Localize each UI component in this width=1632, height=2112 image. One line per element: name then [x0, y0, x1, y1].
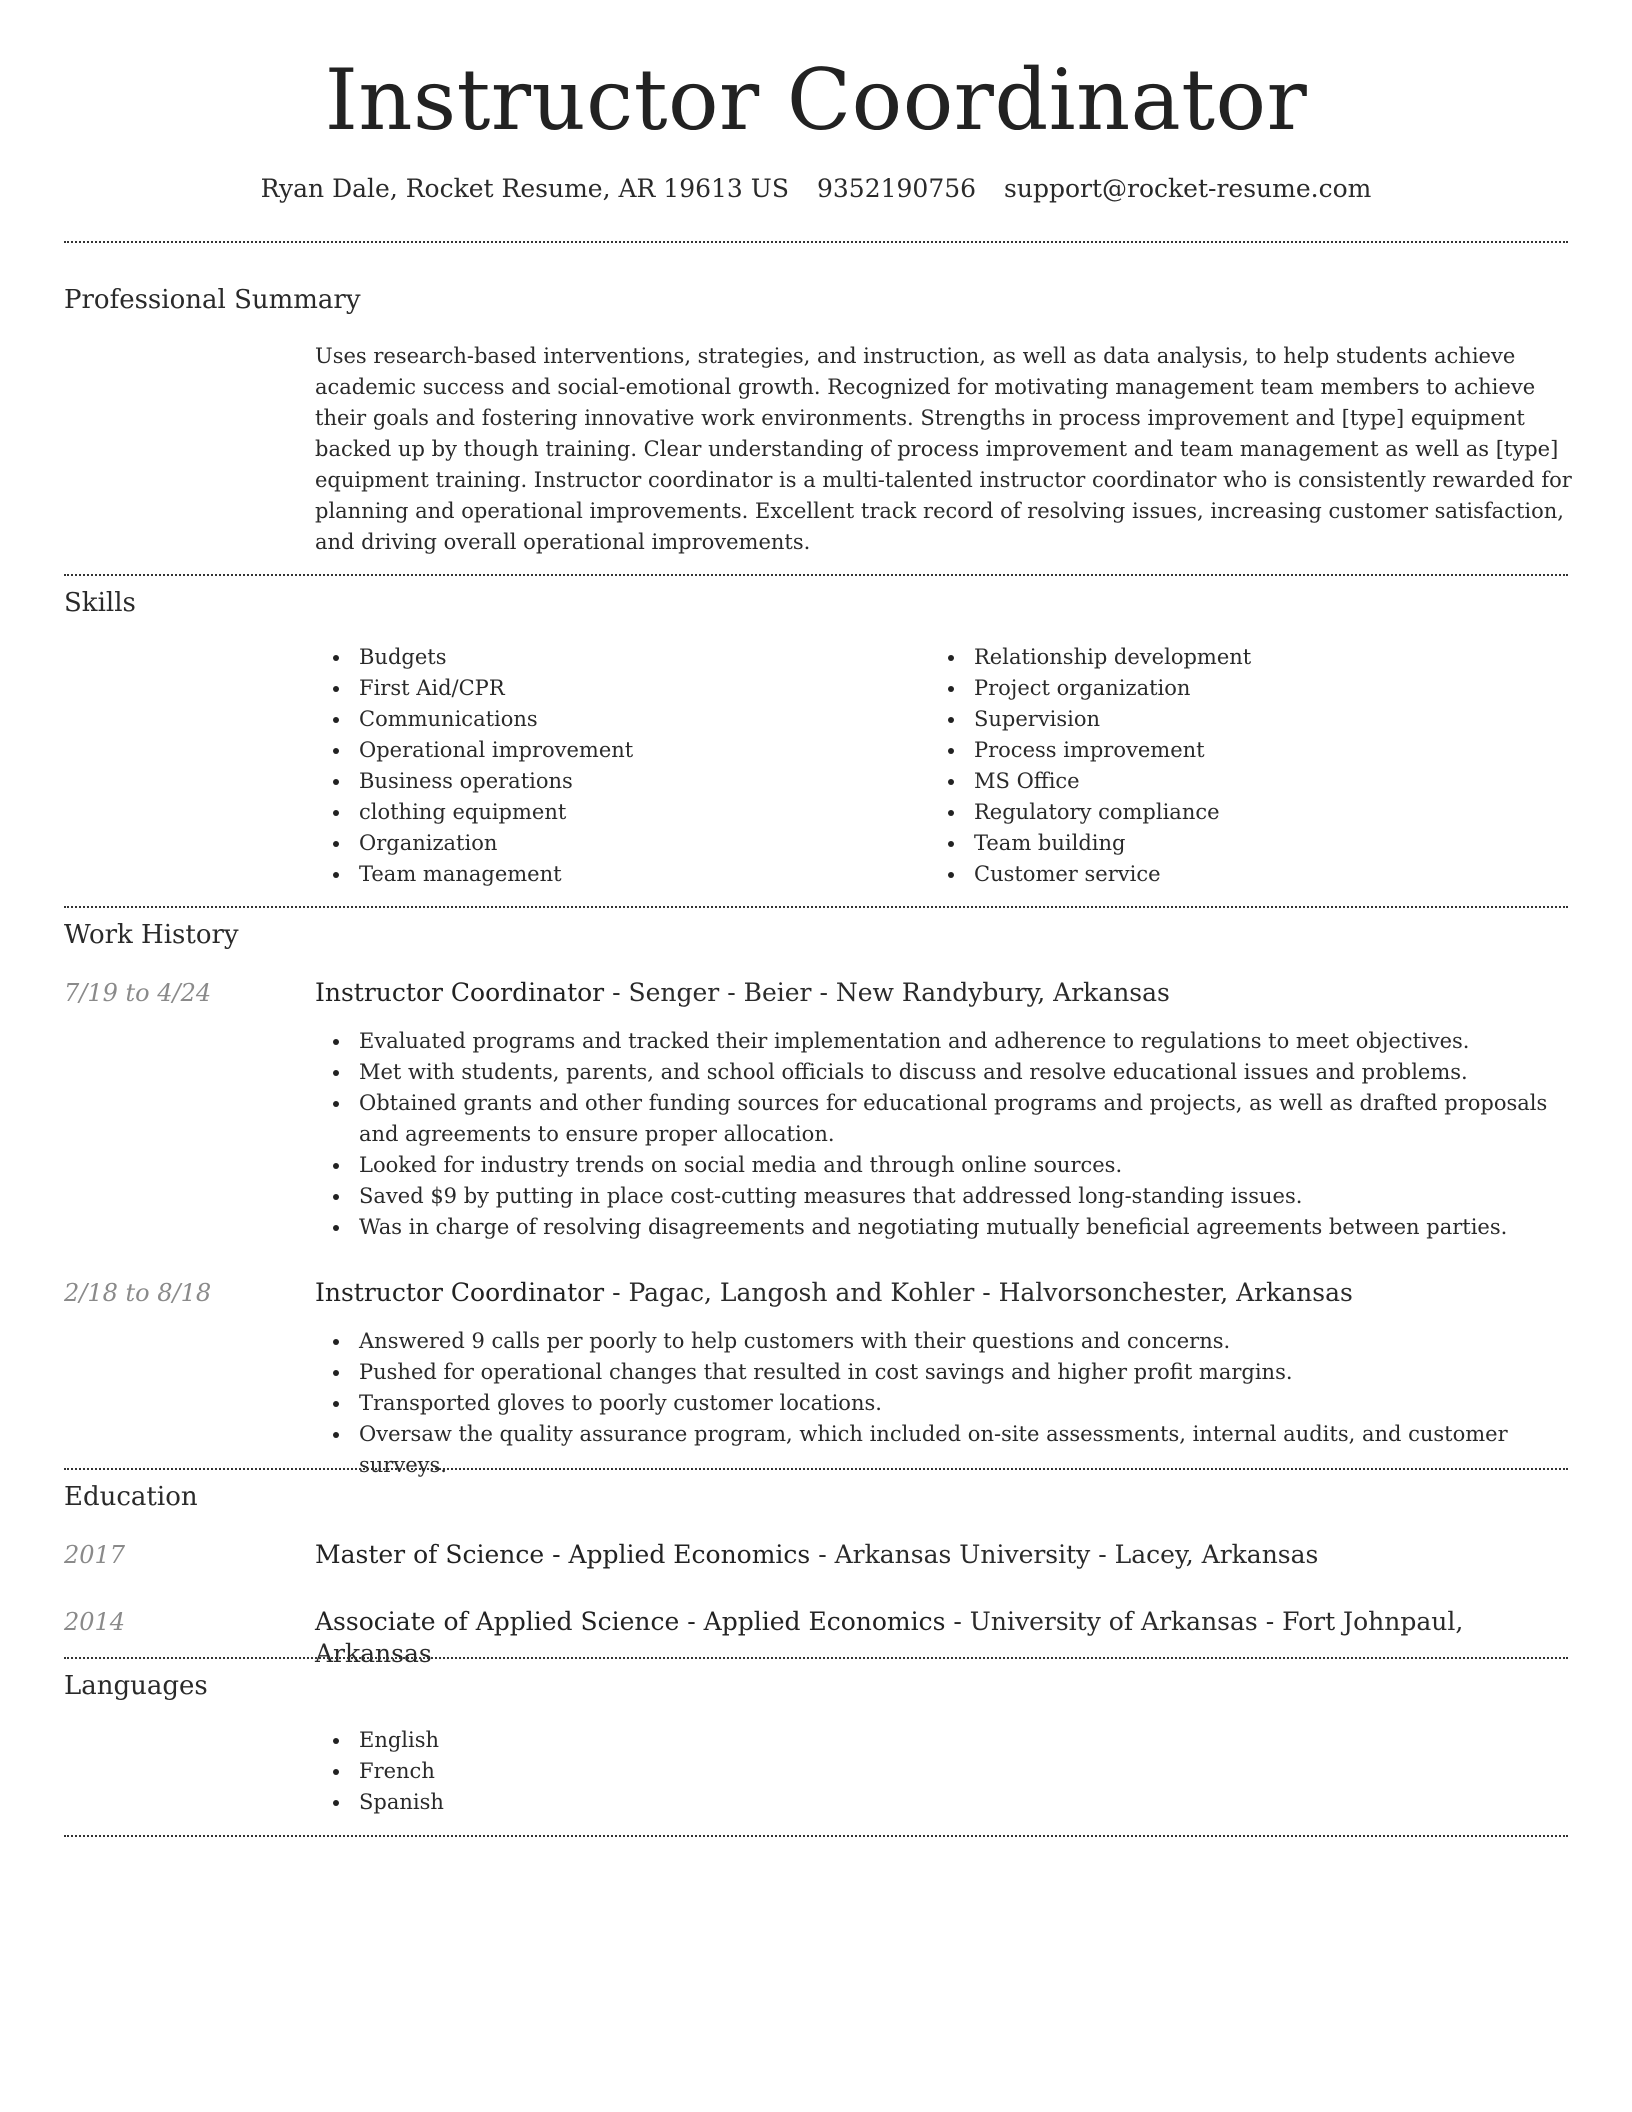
section-divider — [64, 1468, 1568, 1470]
contact-address: Ryan Dale, Rocket Resume, AR 19613 US — [260, 174, 789, 203]
section-divider — [64, 906, 1568, 908]
summary-text: Uses research-based interventions, strategies, and instruction, as well as data analysis, to help students achieve academic success and social-emotional growth. Recognized for motivating management team members to achieve their goals and fostering innovative work environments. Strengths in process improvement and [type] equipment backed up by though training. Clear understanding of process improvement and team management as well as [type] equipment training. Instructor coordinator is a multi-talented instructor coordinator who is consistently rewarded for planning and operational improvements. Excellent track record of resolving issues, increasing customer satisfaction, and driving overall operational improvements. — [315, 344, 1572, 554]
section-divider — [64, 574, 1568, 576]
skill-item: MS Office — [930, 766, 1550, 797]
job-duty-item: Oversaw the quality assurance program, which included on-site assessments, internal audits, and customer surveys. — [315, 1419, 1575, 1481]
job-role: Instructor Coordinator — [315, 1278, 605, 1307]
skill-item: Budgets — [315, 642, 915, 673]
skill-item: Regulatory compliance — [930, 797, 1550, 828]
language-item: French — [315, 1756, 915, 1787]
contact-email: support@rocket-resume.com — [1004, 174, 1372, 203]
job-duty-item: Obtained grants and other funding sources for educational programs and projects, as well as drafted proposals and agreements to ensure proper allocation. — [315, 1088, 1575, 1150]
job-dates: 2/18 to 8/18 — [64, 1279, 212, 1307]
job-employer: - Senger - Beier - New Randybury, Arkansas — [604, 978, 1170, 1007]
skill-item: Team management — [315, 859, 915, 890]
skill-item: Communications — [315, 704, 915, 735]
language-item: English — [315, 1725, 915, 1756]
skill-item: Team building — [930, 828, 1550, 859]
job-title — [315, 977, 1575, 1009]
skill-item: Business operations — [315, 766, 915, 797]
education-entry — [315, 1606, 1575, 1670]
skill-item: Organization — [315, 828, 915, 859]
language-item: Spanish — [315, 1787, 915, 1818]
job-duty-item: Met with students, parents, and school officials to discuss and resolve educational issues and problems. — [315, 1057, 1575, 1088]
job-duty-item: Saved $9 by putting in place cost-cutting measures that addressed long-standing issues. — [315, 1181, 1575, 1212]
work-heading: Work History — [64, 920, 239, 950]
languages-heading: Languages — [64, 1671, 208, 1701]
skills-list-right — [930, 642, 1550, 890]
skill-item: First Aid/CPR — [315, 673, 915, 704]
job-title — [315, 1277, 1575, 1309]
skill-item: Project organization — [930, 673, 1550, 704]
skill-item: Process improvement — [930, 735, 1550, 766]
job-duty-item: Looked for industry trends on social media and through online sources. — [315, 1150, 1575, 1181]
summary-heading: Professional Summary — [64, 285, 361, 315]
languages-list — [315, 1725, 915, 1818]
education-degree: Associate of Applied Science - Applied Economics — [315, 1607, 946, 1636]
education-heading: Education — [64, 1482, 198, 1512]
section-divider — [64, 241, 1568, 243]
skills-heading: Skills — [64, 588, 136, 618]
job-duties — [315, 1326, 1575, 1481]
job-duty-item: Transported gloves to poorly customer locations. — [315, 1388, 1575, 1419]
education-year: 2014 — [64, 1608, 126, 1636]
job-employer: - Pagac, Langosh and Kohler - Halvorsonchester, Arkansas — [604, 1278, 1353, 1307]
contact-line — [64, 172, 1568, 206]
contact-phone: 9352190756 — [816, 174, 977, 203]
education-year: 2017 — [64, 1541, 126, 1569]
section-divider — [64, 1835, 1568, 1837]
job-duty-item: Answered 9 calls per poorly to help customers with their questions and concerns. — [315, 1326, 1575, 1357]
job-duty-item: Pushed for operational changes that resulted in cost savings and higher profit margins. — [315, 1357, 1575, 1388]
job-dates: 7/19 to 4/24 — [64, 979, 212, 1007]
job-role: Instructor Coordinator — [315, 978, 605, 1007]
skills-list-left — [315, 642, 915, 890]
skill-item: Supervision — [930, 704, 1550, 735]
education-degree: Master of Science - Applied Economics — [315, 1540, 811, 1569]
job-duty-item: Was in charge of resolving disagreements and negotiating mutually beneficial agreements between parties. — [315, 1212, 1575, 1243]
education-school: - University of Arkansas - Fort Johnpaul, Arkansas — [315, 1607, 1464, 1668]
skill-item: clothing equipment — [315, 797, 915, 828]
education-school: - Arkansas University - Lacey, Arkansas — [810, 1540, 1319, 1569]
skill-item: Operational improvement — [315, 735, 915, 766]
education-entry — [315, 1539, 1575, 1571]
section-divider — [64, 1657, 1568, 1659]
skill-item: Relationship development — [930, 642, 1550, 673]
resume-name: Instructor Coordinator — [324, 51, 1308, 149]
job-duty-item: Evaluated programs and tracked their implementation and adherence to regulations to meet objectives. — [315, 1026, 1575, 1057]
job-duties — [315, 1026, 1575, 1243]
skill-item: Customer service — [930, 859, 1550, 890]
